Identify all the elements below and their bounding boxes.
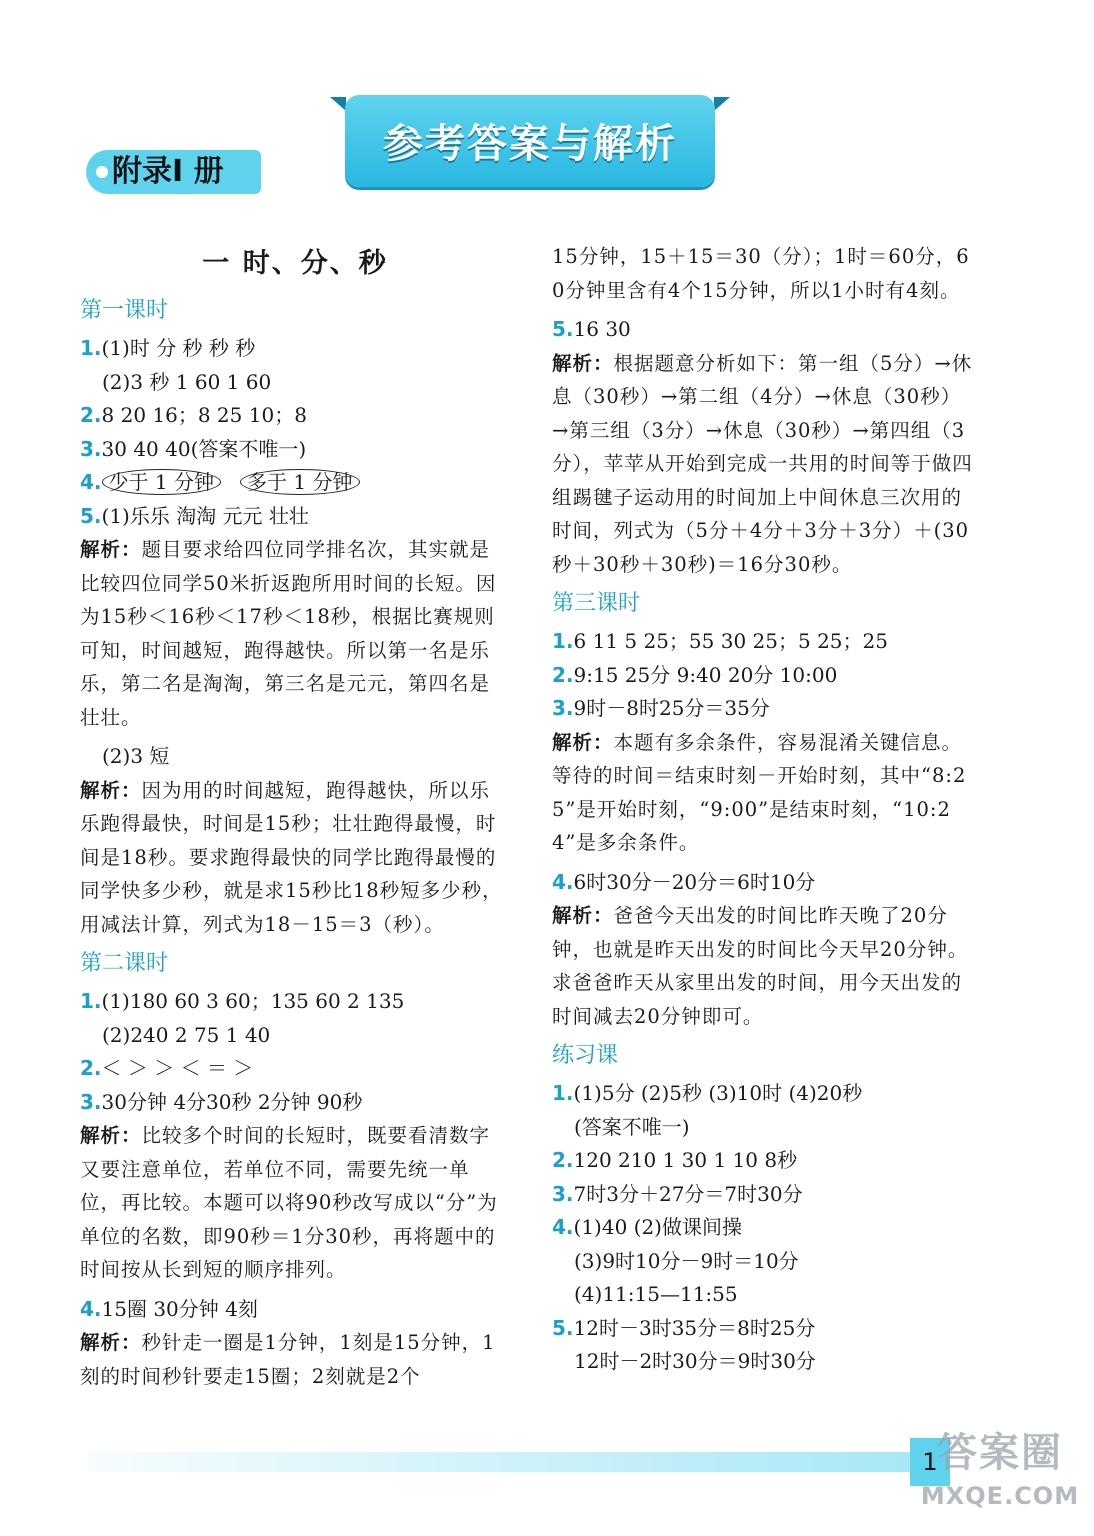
watermark-url: MXQE.COM bbox=[920, 1482, 1080, 1510]
answer-line: 4.6时30分－20分＝6时10分 bbox=[552, 869, 816, 894]
chapter-title: 一 时、分、秒 bbox=[202, 248, 388, 279]
lesson3-heading: 第三课时 bbox=[552, 591, 641, 616]
answer-line: 2.8 20 16；8 25 10；8 bbox=[80, 403, 307, 427]
section-tab-label: 附录Ⅰ 册 bbox=[112, 154, 224, 189]
lesson1-heading: 第一课时 bbox=[80, 298, 169, 323]
explanation: 解析：秒针走一圈是1分钟，1刻是15分钟，1刻的时间秒针要走15圈；2刻就是2个 bbox=[80, 1331, 496, 1388]
answer-line: 4.(1)40 (2)做课间操 bbox=[552, 1215, 742, 1239]
tab-dot-icon bbox=[96, 166, 108, 178]
banner-fold-left bbox=[330, 97, 346, 111]
answer-line: (2)3 短 bbox=[102, 744, 170, 768]
answer-line: 3.30 40 40(答案不唯一) bbox=[80, 436, 307, 461]
watermark-text: 答案圈 bbox=[937, 1430, 1063, 1476]
answer-line: 2.9:15 25分 9:40 20分 10:00 bbox=[552, 662, 838, 687]
answer-line: 1.(1)5分 (2)5秒 (3)10时 (4)20秒 bbox=[552, 1081, 863, 1105]
answer-line: 1.6 11 5 25；55 30 25；5 25；25 bbox=[552, 629, 888, 653]
answer-line: (2)3 秒 1 60 1 60 bbox=[102, 369, 272, 394]
circled-answer: 少于 1 分钟 bbox=[102, 469, 221, 495]
answer-line: 3.7时3分＋27分＝7时30分 bbox=[552, 1181, 803, 1206]
banner-fold-right bbox=[714, 97, 730, 111]
answer-line: 3.9时－8时25分＝35分 bbox=[552, 696, 770, 720]
explanation: 解析：题目要求给四位同学排名次，其实就是比较四位同学50米折返跑所用时间的长短。因为15秒＜16秒＜17秒＜18秒，根据比赛规则可知，时间越短，跑得越快。所以第一名是乐乐，第二名是淘淘，第三名是元元，第四名是壮壮。 bbox=[80, 538, 497, 729]
answer-line: 1.(1)180 60 3 60；135 60 2 135 bbox=[80, 989, 405, 1013]
watermark-logo bbox=[915, 1425, 1085, 1520]
answer-line: 4. 少于 1 分钟 多于 1 分钟 bbox=[80, 466, 510, 500]
answer-line: 1.(1)时 分 秒 秒 秒 bbox=[80, 336, 256, 360]
answer-line: 2.120 210 1 30 1 10 8秒 bbox=[552, 1148, 798, 1172]
answer-line: 2.＜ ＞ ＞ ＜ ＝ ＞ bbox=[80, 1056, 254, 1080]
answer-line: 5.(1)乐乐 淘淘 元元 壮壮 bbox=[80, 503, 309, 528]
footer-bar bbox=[88, 1452, 918, 1472]
answer-line: 4.15圈 30分钟 4刻 bbox=[80, 1296, 258, 1321]
answer-line: (4)11:15—11:55 bbox=[574, 1282, 738, 1306]
answer-line: 5.12时－3时35分＝8时25分 bbox=[552, 1315, 816, 1340]
left-column bbox=[80, 235, 510, 1399]
answer-line: (3)9时10分－9时＝10分 bbox=[574, 1248, 799, 1273]
answer-line: (答案不唯一) bbox=[574, 1114, 690, 1139]
lesson2-heading: 第二课时 bbox=[80, 951, 169, 976]
explanation: 解析：因为用的时间越短，跑得越快，所以乐乐跑得最快，时间是15秒；壮壮跑得最慢，时间是18秒。要求跑得最快的同学比跑得最慢的同学快多少秒，就是求15秒比18秒短多少秒，用减法计算，列式为18－15＝3（秒）。 bbox=[80, 778, 503, 936]
explanation: 解析：本题有多余条件，容易混淆关键信息。等待的时间＝结束时刻－开始时刻，其中“8:25”是开始时刻，“9:00”是结束时刻，“10:24”是多余条件。 bbox=[552, 730, 967, 854]
explanation: 解析：爸爸今天出发的时间比昨天晚了20分钟，也就是昨天出发的时间比今天早20分钟。求爸爸昨天从家里出发的时间，用今天出发的时间减去20分钟即可。 bbox=[552, 904, 969, 1028]
explanation: 解析：比较多个时间的长短时，既要看清数字又要注意单位，若单位不同，需要先统一单位，再比较。本题可以将90秒改写成以“分”为单位的名数，即90秒＝1分30秒，再将题中的时间按从长到短的顺序排列。 bbox=[80, 1124, 498, 1281]
page-number: 1 bbox=[910, 1438, 950, 1486]
answer-line: 5.16 30 bbox=[552, 317, 631, 341]
practice-heading: 练习课 bbox=[552, 1043, 619, 1068]
answer-line: 12时－2时30分＝9时30分 bbox=[574, 1349, 816, 1373]
explanation-continued: 15分钟，15＋15＝30（分）；1时＝60分，60分钟里含有4个15分钟，所以1小时有4刻。 bbox=[552, 245, 970, 302]
page-title: 参考答案与解析 bbox=[383, 121, 677, 167]
answer-line: (2)240 2 75 1 40 bbox=[102, 1022, 271, 1047]
explanation: 解析：根据题意分析如下：第一组（5分）→休息（30秒）→第二组（4分）→休息（30秒）→第三组（3分）→休息（30秒）→第四组（3分），苹苹从开始到完成一共用的时间等于做四组踢毽子运动用的时间加上中间休息三次用的时间，列式为（5分＋4分＋3分＋3分）＋(30秒＋30秒＋30秒)＝16分30秒。 bbox=[552, 351, 973, 576]
answer-line: 3.30分钟 4分30秒 2分钟 90秒 bbox=[80, 1089, 363, 1114]
right-column bbox=[552, 240, 977, 1379]
circled-answer: 多于 1 分钟 bbox=[240, 469, 359, 495]
